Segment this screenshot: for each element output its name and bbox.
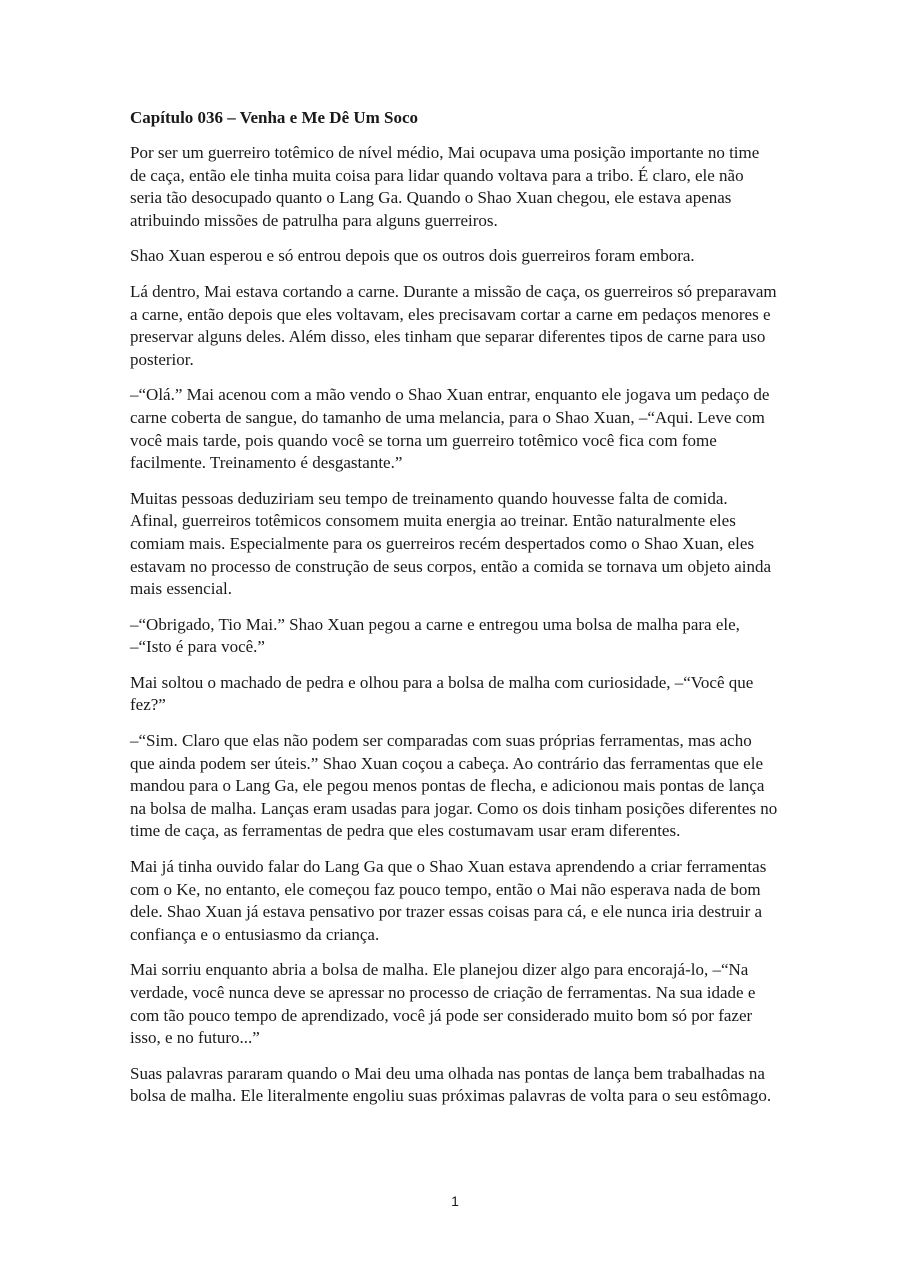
paragraph-2: Shao Xuan esperou e só entrou depois que os outros dois guerreiros foram embora. — [130, 246, 695, 266]
paragraph-3: Lá dentro, Mai estava cortando a carne. Durante a missão de caça, os guerreiros só preparavam a carne, então depois que eles voltavam, eles precisavam cortar a carne em pedaços menores e preservar alguns deles. Além disso, eles tinham que separar diferentes tipos de carne para uso posterior. — [130, 281, 777, 369]
paragraph-7: Mai soltou o machado de pedra e olhou para a bolsa de malha com curiosidade, –“Você que fez?” — [130, 672, 754, 715]
paragraph-6: –“Obrigado, Tio Mai.” Shao Xuan pegou a carne e entregou uma bolsa de malha para ele, –“Isto é para você.” — [130, 614, 740, 657]
paragraph-4: –“Olá.” Mai acenou com a mão vendo o Shao Xuan entrar, enquanto ele jogava um pedaço de carne coberta de sangue, do tamanho de uma melancia, para o Shao Xuan, –“Aqui. Leve com você mais tarde, pois quando você se torna um guerreiro totêmico você fica com fome facilmente. Treinamento é desgastante.” — [130, 385, 770, 473]
page-number: 1 — [451, 1193, 459, 1209]
paragraph-10: Mai sorriu enquanto abria a bolsa de malha. Ele planejou dizer algo para encorajá-lo, –“Na verdade, você nunca deve se apressar no processo de criação de ferramentas. Na sua idade e com tão pouco tempo de aprendizado, você já pode ser considerado muito bom só por fazer isso, e no futuro...” — [130, 960, 756, 1048]
paragraph-11: Suas palavras pararam quando o Mai deu uma olhada nas pontas de lança bem trabalhadas na bolsa de malha. Ele literalmente engoliu suas próximas palavras de volta para o seu estômago. — [130, 1063, 772, 1106]
paragraph-8: –“Sim. Claro que elas não podem ser comparadas com suas próprias ferramentas, mas acho que ainda podem ser úteis.” Shao Xuan coçou a cabeça. Ao contrário das ferramentas que ele mandou para o Lang Ga, ele pegou menos pontas de flecha, e adicionou mais pontas de lança na bolsa de malha. Lanças eram usadas para jogar. Como os dois tinham posições diferentes no time de caça, as ferramentas de pedra que eles costumavam usar eram diferentes. — [130, 731, 778, 841]
chapter-title: Capítulo 036 – Venha e Me Dê Um Soco — [130, 108, 419, 127]
paragraph-1: Por ser um guerreiro totêmico de nível médio, Mai ocupava uma posição importante no time de caça, então ele tinha muita coisa para lidar quando voltava para a tribo. É claro, ele não seria tão desocupado quanto o Lang Ga. Quando o Shao Xuan chegou, ele estava apenas atribuindo missões de patrulha para alguns guerreiros. — [130, 143, 760, 230]
document-body — [130, 106, 778, 1121]
paragraph-9: Mai já tinha ouvido falar do Lang Ga que o Shao Xuan estava aprendendo a criar ferramentas com o Ke, no entanto, ele começou faz pouco tempo, então o Mai não esperava nada de bom dele. Shao Xuan já estava pensativo por trazer essas coisas para cá, e ele nunca iria destruir a confiança e o entusiasmo da criança. — [130, 857, 767, 944]
paragraph-5: Muitas pessoas deduziriam seu tempo de treinamento quando houvesse falta de comida. Afinal, guerreiros totêmicos consomem muita energia ao treinar. Então naturalmente eles comiam mais. Especialmente para os guerreiros recém despertados como o Shao Xuan, eles estavam no processo de construção de seus corpos, então a comida se tornava um objeto ainda mais essencial. — [130, 488, 772, 599]
